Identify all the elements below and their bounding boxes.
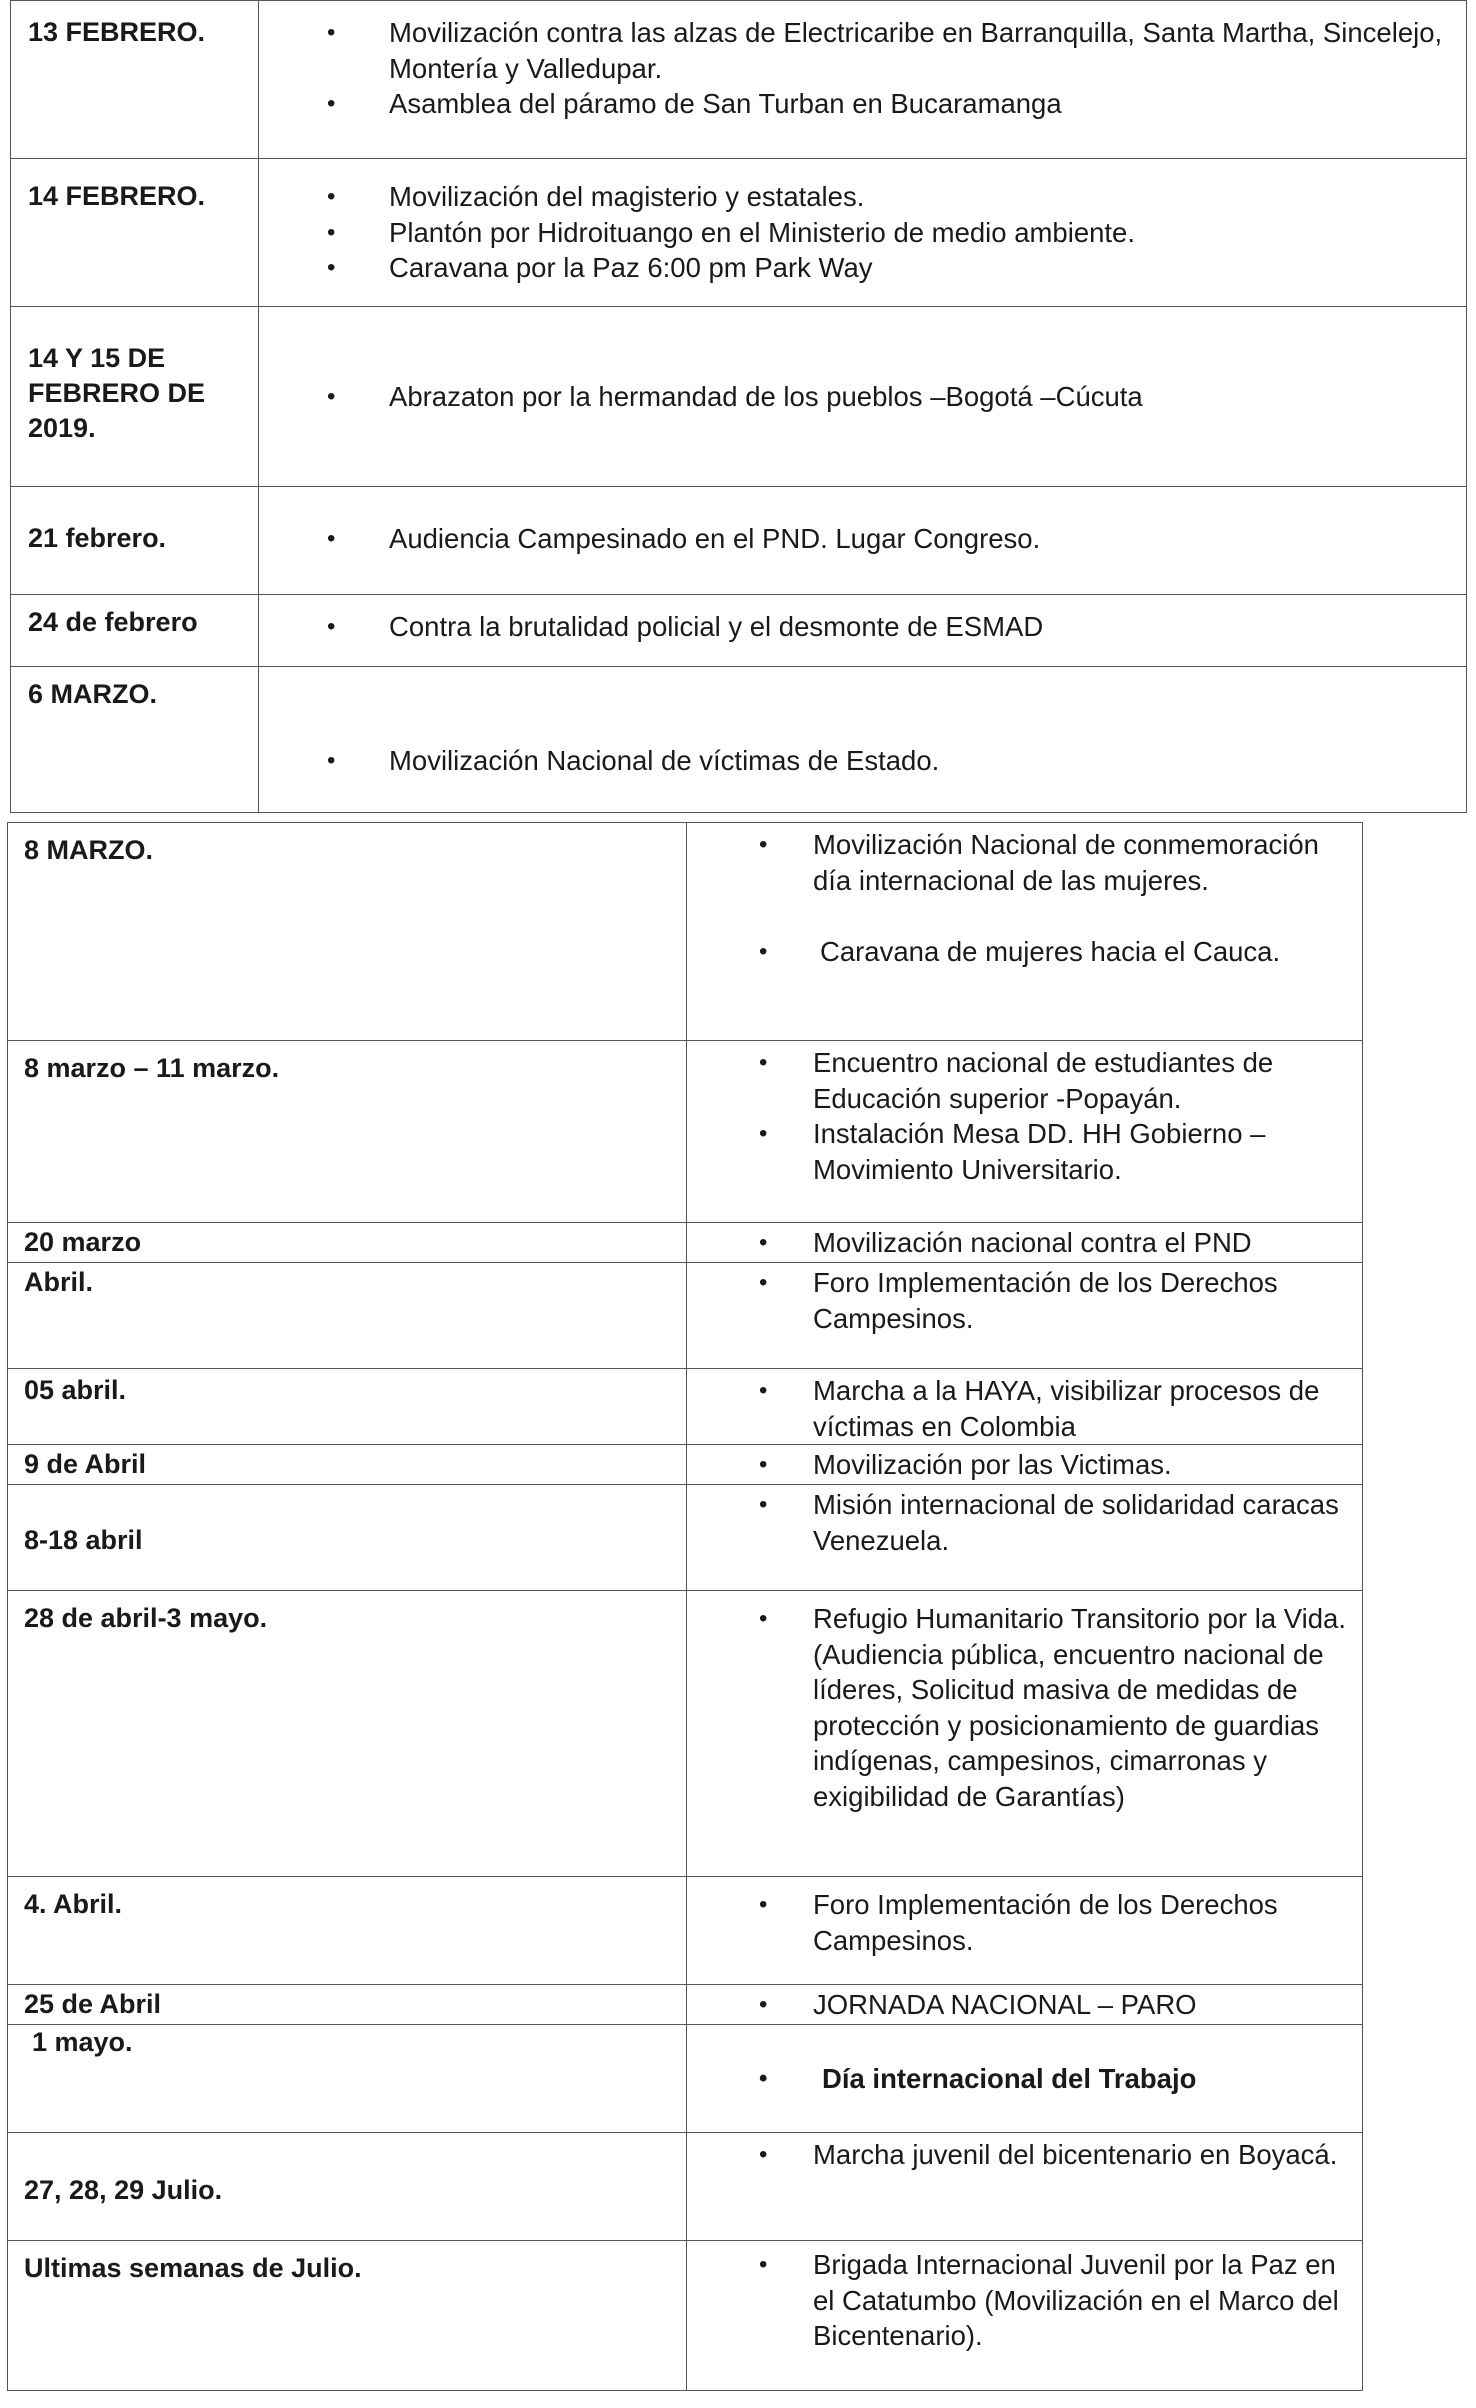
table-row — [8, 1445, 1363, 1485]
table-row — [8, 1485, 1363, 1591]
date-cell: 21 febrero. — [11, 487, 259, 595]
event-item: • Movilización Nacional de víctimas de Estado. — [259, 743, 1466, 779]
date-cell: Ultimas semanas de Julio. — [8, 2241, 687, 2391]
event-item: • Caravana por la Paz 6:00 pm Park Way — [259, 250, 1466, 286]
events-cell — [687, 2133, 1363, 2241]
events-cell — [687, 2241, 1363, 2391]
event-item: • Foro Implementación de los Derechos Campesinos. — [687, 1887, 1362, 1958]
date-cell: 20 marzo — [8, 1223, 687, 1263]
event-item: • Movilización por las Victimas. — [687, 1447, 1362, 1483]
table-row — [8, 2133, 1363, 2241]
date-cell: 4. Abril. — [8, 1877, 687, 1985]
date-cell: 6 MARZO. — [11, 667, 259, 813]
table-row — [11, 307, 1467, 487]
events-cell — [687, 1985, 1363, 2025]
events-cell — [687, 1263, 1363, 1369]
table-row — [11, 667, 1467, 813]
events-cell — [687, 1877, 1363, 1985]
event-item: • Movilización Nacional de conmemoración día internacional de las mujeres. — [687, 827, 1362, 898]
date-cell: 24 de febrero — [11, 595, 259, 667]
event-item: • Asamblea del páramo de San Turban en Bucaramanga — [259, 86, 1466, 122]
date-cell: 9 de Abril — [8, 1445, 687, 1485]
event-item: • Plantón por Hidroituango en el Ministerio de medio ambiente. — [259, 215, 1466, 251]
event-item: • Movilización contra las alzas de Electricaribe en Barranquilla, Santa Martha, Sincelejo, Montería y Valledupar. — [259, 15, 1466, 86]
event-item: • Día internacional del Trabajo — [687, 2061, 1362, 2097]
events-cell — [259, 667, 1467, 813]
date-cell: Abril. — [8, 1263, 687, 1369]
table-row — [8, 1369, 1363, 1445]
table-row — [8, 2241, 1363, 2391]
event-item: • Caravana de mujeres hacia el Cauca. — [687, 934, 1362, 970]
table-row — [8, 823, 1363, 1041]
event-item: • Foro Implementación de los Derechos Campesinos. — [687, 1265, 1362, 1336]
date-cell: 27, 28, 29 Julio. — [8, 2133, 687, 2241]
date-cell: 14 Y 15 DE FEBRERO DE 2019. — [11, 307, 259, 487]
date-cell: 13 FEBRERO. — [11, 1, 259, 159]
table-row — [11, 595, 1467, 667]
events-cell — [687, 1223, 1363, 1263]
date-cell: 1 mayo. — [8, 2025, 687, 2133]
event-item: • Instalación Mesa DD. HH Gobierno – Movimiento Universitario. — [687, 1116, 1362, 1187]
events-cell — [687, 2025, 1363, 2133]
events-cell — [687, 1485, 1363, 1591]
event-item: • Marcha a la HAYA, visibilizar procesos de víctimas en Colombia — [687, 1373, 1362, 1444]
date-cell: 14 FEBRERO. — [11, 159, 259, 307]
table-row — [8, 1877, 1363, 1985]
event-item: • Movilización nacional contra el PND — [687, 1225, 1362, 1261]
event-item: • JORNADA NACIONAL – PARO — [687, 1987, 1362, 2023]
table-row — [8, 2025, 1363, 2133]
event-item: • Contra la brutalidad policial y el desmonte de ESMAD — [259, 609, 1466, 645]
events-cell — [687, 1041, 1363, 1223]
date-cell: 28 de abril-3 mayo. — [8, 1591, 687, 1877]
events-cell — [687, 1445, 1363, 1485]
date-cell: 8 marzo – 11 marzo. — [8, 1041, 687, 1223]
date-cell: 25 de Abril — [8, 1985, 687, 2025]
table-row — [8, 1041, 1363, 1223]
table-row — [8, 1985, 1363, 2025]
date-cell: 8 MARZO. — [8, 823, 687, 1041]
events-cell — [259, 595, 1467, 667]
event-item: • Movilización del magisterio y estatales. — [259, 179, 1466, 215]
table-row — [8, 1223, 1363, 1263]
event-item: • Marcha juvenil del bicentenario en Boyacá. — [687, 2137, 1362, 2173]
event-item: • Refugio Humanitario Transitorio por la Vida. (Audiencia pública, encuentro nacional de líderes, Solicitud masiva de medidas de protección y posicionamiento de guardias indígenas, campesinos, cimarronas y exigibilidad de Garantías) — [687, 1601, 1362, 1814]
table-row — [8, 1263, 1363, 1369]
events-cell — [259, 487, 1467, 595]
table-row — [11, 159, 1467, 307]
events-cell — [687, 1369, 1363, 1445]
table-row — [11, 487, 1467, 595]
events-table-2 — [7, 822, 1363, 2391]
event-item: • Audiencia Campesinado en el PND. Lugar Congreso. — [259, 521, 1466, 557]
events-cell — [259, 1, 1467, 159]
date-cell: 8-18 abril — [8, 1485, 687, 1591]
table-row — [8, 1591, 1363, 1877]
event-item: • Misión internacional de solidaridad caracas Venezuela. — [687, 1487, 1362, 1558]
event-item: • Brigada Internacional Juvenil por la Paz en el Catatumbo (Movilización en el Marco del Bicentenario). — [687, 2247, 1362, 2354]
events-cell — [259, 159, 1467, 307]
events-table-1 — [10, 0, 1467, 813]
events-cell — [687, 1591, 1363, 1877]
events-cell — [259, 307, 1467, 487]
date-cell: 05 abril. — [8, 1369, 687, 1445]
table-row — [11, 1, 1467, 159]
event-item: • Encuentro nacional de estudiantes de Educación superior -Popayán. — [687, 1045, 1362, 1116]
event-item: • Abrazaton por la hermandad de los pueblos –Bogotá –Cúcuta — [259, 379, 1466, 415]
events-cell — [687, 823, 1363, 1041]
